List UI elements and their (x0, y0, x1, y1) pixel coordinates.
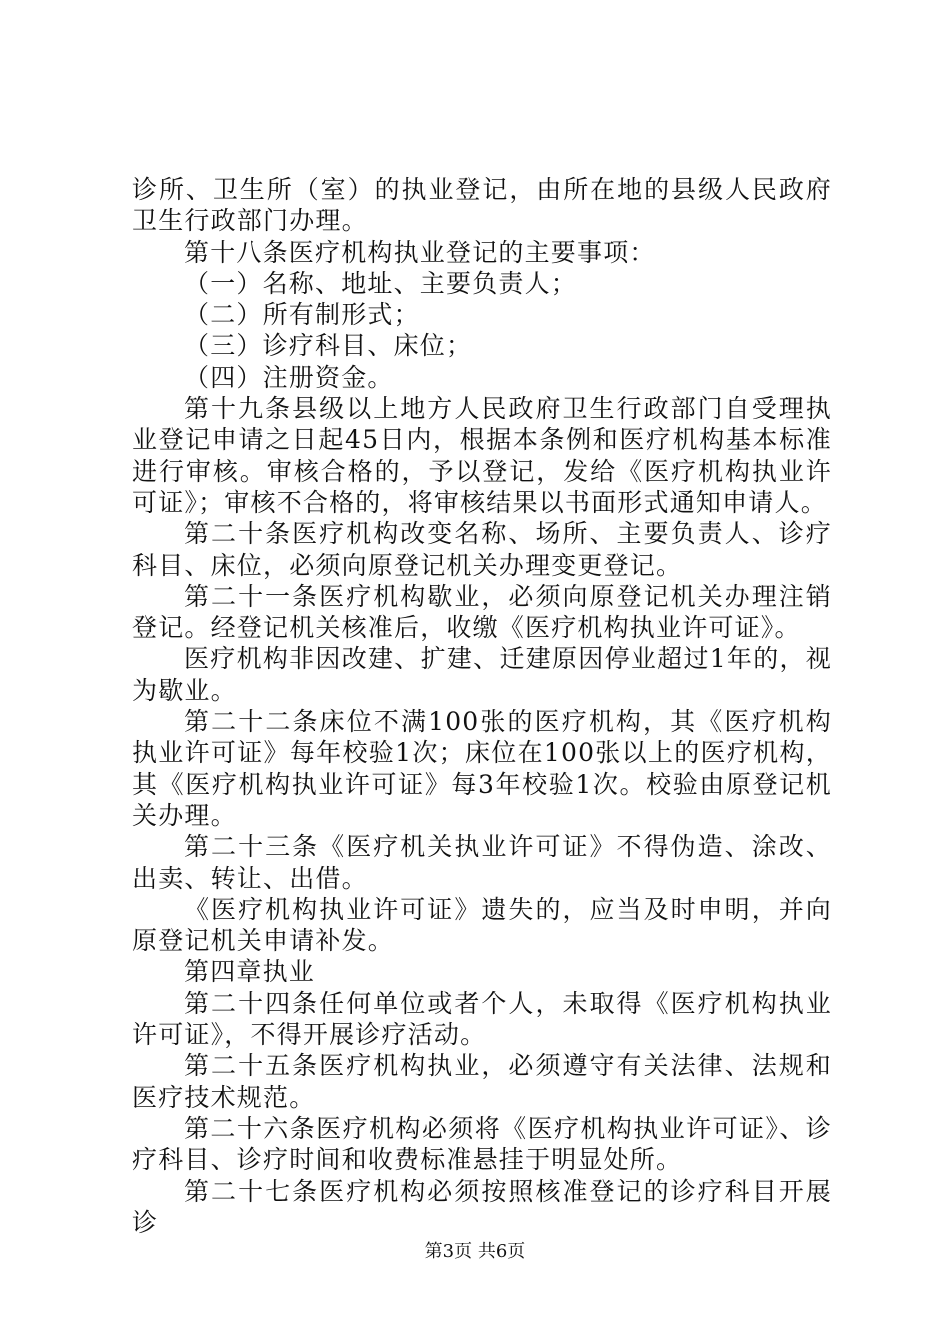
paragraph: 医疗机构非因改建、扩建、迁建原因停业超过1年的，视为歇业。 (132, 644, 832, 705)
paragraph: 第二十一条医疗机构歇业，必须向原登记机关办理注销登记。经登记机关核准后，收缴《医疗机构执业许可证》。 (132, 581, 832, 643)
paragraph: 《医疗机构执业许可证》遗失的，应当及时申明，并向原登记机关申请补发。 (132, 894, 832, 956)
paragraph: 第二十五条医疗机构执业，必须遵守有关法律、法规和医疗技术规范。 (132, 1051, 832, 1112)
paragraph: 第十八条医疗机构执业登记的主要事项： (184, 237, 656, 267)
paragraph: 第二十条医疗机构改变名称、场所、主要负责人、诊疗科目、床位，必须向原登记机关办理变更登记。 (132, 519, 832, 580)
paragraph: 第二十二条床位不满100张的医疗机构，其《医疗机构执业许可证》每年校验1次；床位在100张以上的医疗机构，其《医疗机构执业许可证》每3年校验1次。校验由原登记机关办理。 (132, 707, 832, 830)
document-body (132, 174, 832, 1238)
chapter-heading: 第四章执业 (184, 957, 316, 987)
paragraph: （一）名称、地址、主要负责人； (184, 268, 578, 298)
paragraph: （三）诊疗科目、床位； (184, 331, 473, 361)
paragraph: 第二十三条《医疗机关执业许可证》不得伪造、涂改、出卖、转让、出借。 (132, 832, 832, 893)
paragraph: 第二十六条医疗机构必须将《医疗机构执业许可证》、诊疗科目、诊疗时间和收费标准悬挂于明显处所。 (132, 1113, 832, 1175)
paragraph: 第十九条县级以上地方人民政府卫生行政部门自受理执业登记申请之日起45日内，根据本条例和医疗机构基本标准进行审核。审核合格的，予以登记，发给《医疗机构执业许可证》；审核不合格的，将审核结果以书面形式通知申请人。 (132, 394, 832, 517)
paragraph: （二）所有制形式； (184, 300, 420, 330)
paragraph: （四）注册资金。 (184, 362, 394, 392)
paragraph: 第二十四条任何单位或者个人，未取得《医疗机构执业许可证》，不得开展诊疗活动。 (132, 988, 832, 1050)
page-number-footer: 第3页 共6页 (424, 1241, 526, 1262)
paragraph: 第二十七条医疗机构必须按照核准登记的诊疗科目开展诊 (132, 1176, 832, 1237)
paragraph: 诊所、卫生所（室）的执业登记，由所在地的县级人民政府卫生行政部门办理。 (132, 175, 832, 236)
